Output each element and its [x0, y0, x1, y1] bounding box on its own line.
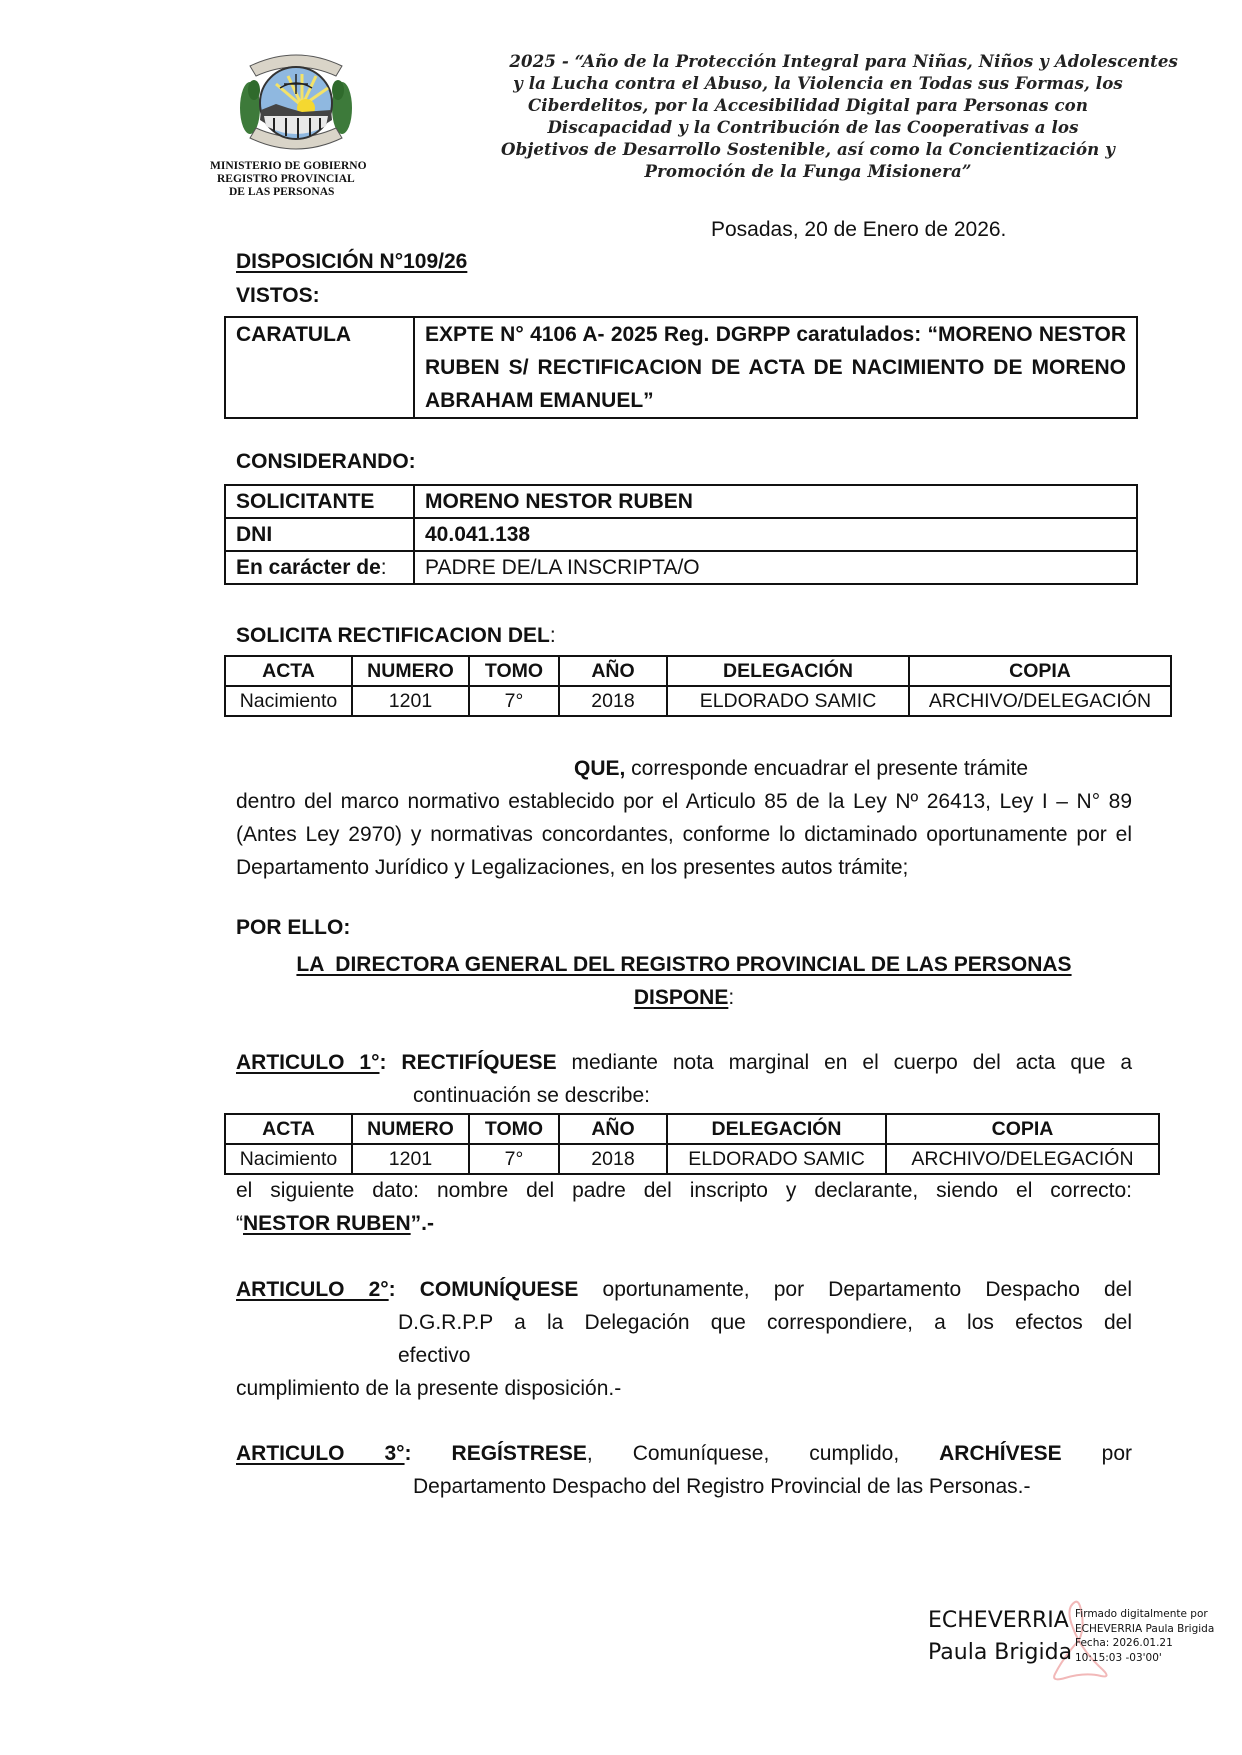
header-delegacion: DELEGACIÓN	[667, 1114, 886, 1144]
date-line: Posadas, 20 de Enero de 2026.	[711, 218, 1007, 241]
art3-colon: :	[404, 1442, 452, 1465]
table-row	[225, 551, 1137, 584]
por-ello-label: POR ELLO:	[236, 916, 351, 939]
cell-numero: 1201	[352, 686, 469, 716]
art2-label: ARTICULO 2°	[236, 1278, 389, 1301]
dispone-colon: :	[728, 986, 735, 1009]
art2-line-2: D.G.R.P.P a la Delegación que correspondiere, a los efectos del	[398, 1311, 1132, 1334]
header-tomo: TOMO	[469, 1114, 559, 1144]
art2-line-4: cumplimiento de la presente disposición.-	[236, 1377, 622, 1400]
solicita-text: SOLICITA RECTIFICACION DEL	[236, 624, 550, 647]
cell-acta: Nacimiento	[225, 686, 352, 716]
ministry-line-3: DE LAS PERSONAS	[229, 186, 335, 198]
art3-line-1	[236, 1437, 1132, 1470]
sig-info-line-4: 10:15:03 -03'00'	[1075, 1651, 1162, 1664]
solicitante-key: SOLICITANTE	[225, 485, 414, 518]
ministry-heading	[200, 160, 400, 199]
motto-line-1: 2025 - “Año de la Protección Integral para Niñas, Niños y Adolescentes	[509, 51, 1178, 71]
articulo-2	[236, 1273, 1132, 1405]
dispone-text: DISPONE	[633, 986, 729, 1009]
cell-tomo: 7°	[469, 686, 559, 716]
ministry-line-1: MINISTERIO DE GOBIERNO	[210, 160, 367, 172]
table-row	[225, 317, 1137, 418]
quote-open: “	[236, 1212, 243, 1235]
vistos-label: VISTOS:	[236, 284, 320, 307]
signer-surname: ECHEVERRIA	[928, 1608, 1069, 1633]
sig-info-line-1: Firmado digitalmente por	[1075, 1608, 1208, 1620]
header-copia: COPIA	[909, 656, 1171, 686]
dni-value: 40.041.138	[414, 518, 1137, 551]
cell-copia: ARCHIVO/DELEGACIÓN	[886, 1144, 1159, 1174]
cell-acta: Nacimiento	[225, 1144, 352, 1174]
art3-line-2: Departamento Despacho del Registro Provincial de las Personas.-	[413, 1475, 1031, 1498]
directora-line: LA DIRECTORA GENERAL DEL REGISTRO PROVINCIAL DE LAS PERSONAS	[296, 953, 1072, 976]
caratula-key: CARATULA	[225, 317, 414, 418]
dispone-line	[236, 981, 1132, 1014]
art1-label: ARTICULO 1°	[236, 1051, 380, 1074]
header-anio: AÑO	[559, 656, 667, 686]
cell-numero: 1201	[352, 1144, 469, 1174]
que-first-text: corresponde encuadrar el presente trámite	[625, 757, 1029, 780]
sig-info-line-2: ECHEVERRIA Paula Brigida	[1075, 1622, 1215, 1635]
table-header-row	[225, 656, 1171, 686]
year-motto	[418, 50, 1178, 182]
art1-colon: :	[379, 1051, 402, 1074]
caracter-key	[225, 551, 414, 584]
sig-info-line-3: Fecha: 2026.01.21	[1075, 1637, 1173, 1649]
directora-heading	[236, 948, 1132, 1014]
art1-correct-value-line	[236, 1207, 1132, 1240]
acta-table-solicita	[224, 655, 1172, 717]
art1-text1: mediante nota marginal en el cuerpo del acta que a	[556, 1051, 1132, 1074]
art1-after-table-text: el siguiente dato: nombre del padre del inscripto y declarante, siendo el correcto:	[236, 1179, 1132, 1202]
cell-copia: ARCHIVO/DELEGACIÓN	[909, 686, 1171, 716]
caracter-key-colon: :	[380, 556, 387, 579]
correct-value: NESTOR RUBEN	[243, 1212, 411, 1235]
articulo-3	[236, 1437, 1132, 1503]
art3-mid: , Comuníquese, cumplido,	[586, 1442, 940, 1465]
art1-line-2: continuación se describe:	[413, 1084, 650, 1107]
solicitante-value: MORENO NESTOR RUBEN	[414, 485, 1137, 518]
header-copia: COPIA	[886, 1114, 1159, 1144]
header-anio: AÑO	[559, 1114, 667, 1144]
art2-line-3: efectivo	[398, 1344, 471, 1367]
motto-line-6: Promoción de la Funga Misionera”	[644, 161, 972, 181]
considerando-table	[224, 484, 1138, 585]
acta-table-articulo1	[224, 1113, 1160, 1175]
art2-text1: oportunamente, por Departamento Despacho del	[578, 1278, 1132, 1301]
solicita-label	[236, 624, 556, 648]
header-acta: ACTA	[225, 1114, 352, 1144]
table-row	[225, 1144, 1159, 1174]
ministry-line-2: REGISTRO PROVINCIAL	[217, 173, 355, 185]
art1-line-1	[236, 1046, 1132, 1079]
art3-verb2: ARCHÍVESE	[939, 1442, 1062, 1465]
motto-line-3: Ciberdelitos, por la Accesibilidad Digital para Personas con	[527, 95, 1088, 115]
table-header-row	[225, 1114, 1159, 1144]
crest-icon	[236, 48, 356, 160]
table-row	[225, 485, 1137, 518]
art2-line-1	[236, 1273, 1132, 1306]
cell-tomo: 7°	[469, 1144, 559, 1174]
table-row	[225, 686, 1171, 716]
art1-continuation	[236, 1174, 1132, 1240]
header-acta: ACTA	[225, 656, 352, 686]
disposicion-number: DISPOSICIÓN N°109/26	[236, 250, 468, 273]
province-crest-logo	[236, 48, 356, 160]
caratula-value: EXPTE N° 4106 A- 2025 Reg. DGRPP caratulados: “MORENO NESTOR RUBEN S/ RECTIFICACION DE ACTA DE NACIMIENTO DE MORENO ABRAHAM EMANUEL”	[414, 317, 1137, 418]
caracter-key-text: En carácter de	[236, 556, 381, 579]
cell-anio: 2018	[559, 686, 667, 716]
art3-label: ARTICULO 3°	[236, 1442, 405, 1465]
caratula-table	[224, 316, 1138, 419]
cell-delegacion: ELDORADO SAMIC	[667, 686, 909, 716]
header-delegacion: DELEGACIÓN	[667, 656, 909, 686]
art3-verb1: REGÍSTRESE	[451, 1442, 587, 1465]
table-row	[225, 518, 1137, 551]
header-tomo: TOMO	[469, 656, 559, 686]
articulo-1	[236, 1046, 1132, 1112]
digital-signature-info	[1075, 1607, 1214, 1665]
cell-anio: 2018	[559, 1144, 667, 1174]
caracter-value: PADRE DE/LA INSCRIPTA/O	[414, 551, 1137, 584]
signer-name	[928, 1605, 1072, 1669]
art2-verb: COMUNÍQUESE	[419, 1278, 579, 1301]
que-lead: QUE,	[574, 757, 626, 780]
art1-verb: RECTIFÍQUESE	[401, 1051, 557, 1074]
que-rest: dentro del marco normativo establecido por el Articulo 85 de la Ley Nº 26413, Ley I – N° 89 (Antes Ley 2970) y normativas concordantes, conforme lo dictaminado oportunamente por el Departamento Jurídico y Legalizaciones, en los presentes autos trámite;	[236, 790, 1132, 879]
cell-delegacion: ELDORADO SAMIC	[667, 1144, 886, 1174]
signer-given-names: Paula Brigida	[928, 1640, 1073, 1665]
que-first-line	[236, 752, 1132, 785]
art3-end: por	[1061, 1442, 1133, 1465]
considerando-label: CONSIDERANDO:	[236, 450, 416, 473]
header-numero: NUMERO	[352, 1114, 469, 1144]
art2-colon: :	[388, 1278, 420, 1301]
motto-line-2: y la Lucha contra el Abuso, la Violencia en Todas sus Formas, los	[513, 73, 1123, 93]
quote-close: ”.-	[410, 1212, 434, 1235]
que-paragraph	[236, 752, 1132, 884]
header-numero: NUMERO	[352, 656, 469, 686]
motto-line-5: Objetivos de Desarrollo Sostenible, así como la Concientización y	[501, 139, 1115, 159]
dni-key: DNI	[225, 518, 414, 551]
solicita-colon: :	[549, 624, 556, 647]
motto-line-4: Discapacidad y la Contribución de las Cooperativas a los	[547, 117, 1079, 137]
